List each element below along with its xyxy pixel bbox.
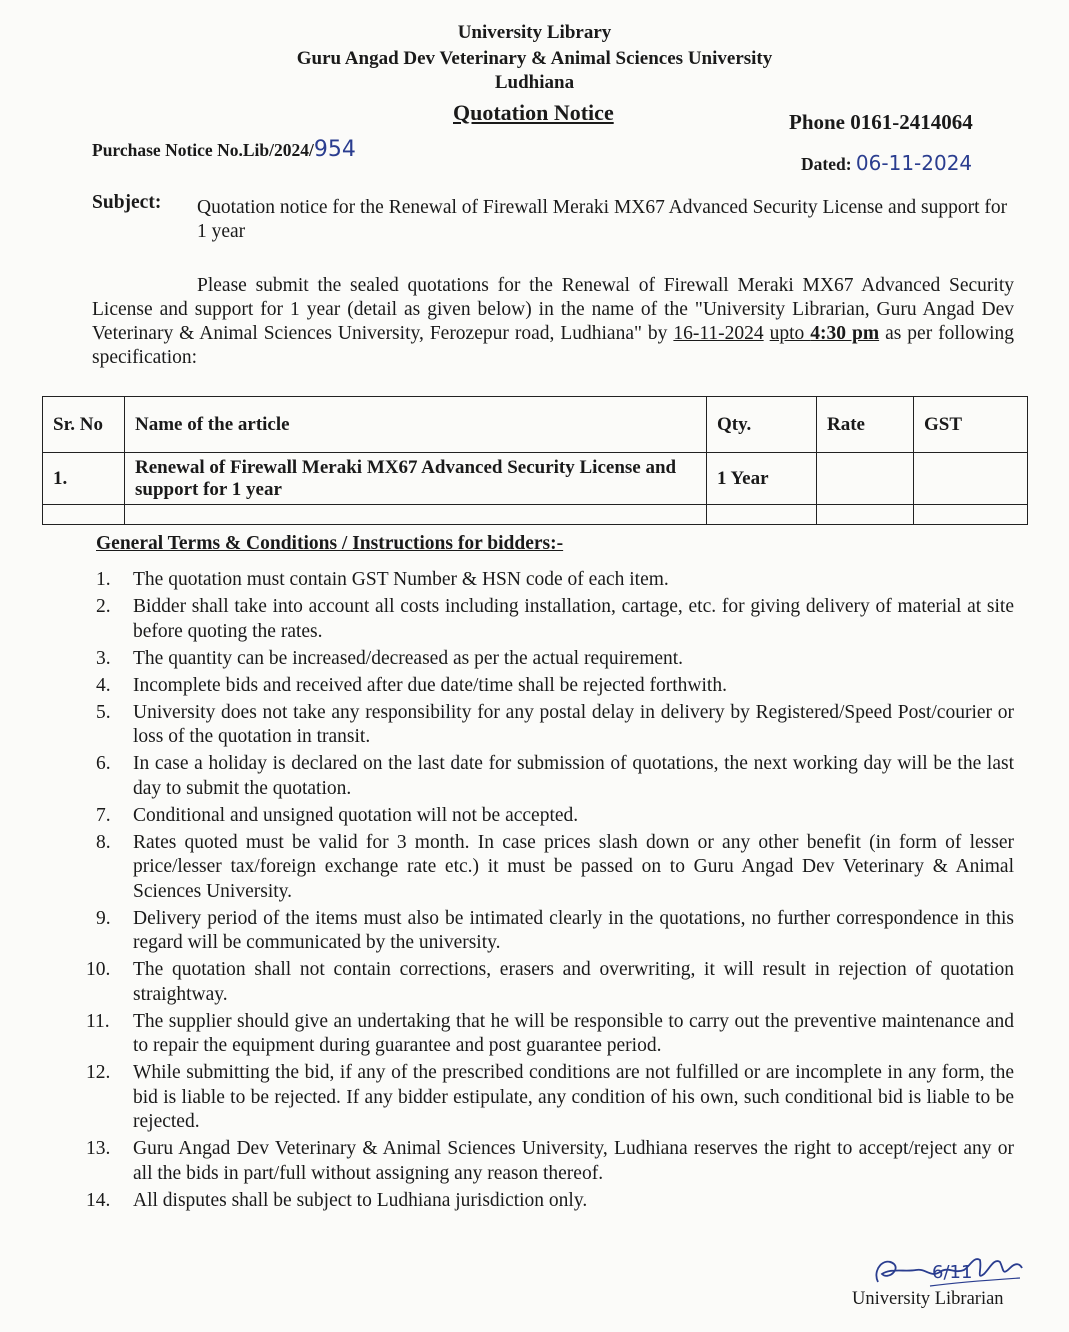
- list-item: 9. Delivery period of the items must also be intimated clearly in the quotations, no further correspondence in this regard will be communicated by the university.: [96, 907, 1014, 953]
- intro-text-end: as per following specification:: [92, 323, 1015, 368]
- header-qty: Qty.: [707, 397, 817, 453]
- header-article-name: Name of the article: [125, 397, 707, 453]
- list-item: 7. Conditional and unsigned quotation will not be accepted.: [96, 804, 579, 826]
- page-title: Quotation Notice: [453, 100, 614, 125]
- dated-value: 06-11-2024: [855, 151, 973, 175]
- purchase-notice: [92, 137, 356, 162]
- phone-number: Phone 0161-2414064: [789, 110, 973, 134]
- header-gst: GST: [914, 397, 1028, 453]
- header-sr-no: Sr. No: [43, 397, 125, 453]
- deadline-time: 4:30 pm: [810, 323, 880, 344]
- row-rate: [817, 453, 914, 505]
- dated-label: Dated:: [801, 154, 852, 174]
- row-sr-no: 1.: [43, 453, 125, 505]
- subject-text: Quotation notice for the Renewal of Firewall Meraki MX67 Advanced Security License and support for 1 year: [197, 197, 1008, 242]
- row-article-name: Renewal of Firewall Meraki MX67 Advanced Security License and support for 1 year: [125, 453, 707, 505]
- list-item: 1. The quotation must contain GST Number & HSN code of each item.: [96, 569, 669, 590]
- header-city: Ludhiana: [494, 72, 575, 93]
- terms-title: General Terms & Conditions / Instructions for bidders:-: [96, 533, 564, 554]
- header-library: University Library: [457, 22, 612, 43]
- signatory-title: University Librarian: [852, 1289, 1004, 1309]
- list-item: 13. Guru Angad Dev Veterinary & Animal Sciences University, Ludhiana reserves the right to accept/reject any or all the bids in part/full without assigning any reason thereof.: [86, 1138, 1014, 1184]
- list-item: 5. University does not take any responsibility for any postal delay in delivery by Registered/Speed Post/courier or loss of the quotation in transit.: [96, 701, 1014, 747]
- list-item: 8. Rates quoted must be valid for 3 month. In case prices slash down or any other benefit (in form of lesser price/lesser tax/foreign exchange rate etc.) it must be passed on to Guru Angad Dev Veterinary & Animal Sciences University.: [96, 831, 1014, 902]
- deadline-upto: upto 4:30 pm: [769, 323, 880, 344]
- purchase-notice-label: Purchase Notice No.Lib/2024/: [92, 140, 314, 160]
- list-item: 11. The supplier should give an undertaking that he will be responsible to carry out the preventive maintenance and to repair the equipment during guarantee and post guarantee period.: [86, 1010, 1014, 1056]
- list-item: 3. The quantity can be increased/decreased as per the actual requirement.: [96, 647, 684, 669]
- table-empty-row: [43, 505, 1028, 525]
- header-university: Guru Angad Dev Veterinary & Animal Sciences University: [296, 48, 773, 69]
- intro-text: Please submit the sealed quotations for the Renewal of Firewall Meraki MX67 Advanced Security License and support for 1 year (detail as given below) in the name of the "University Librarian, Guru Angad Dev Veterinary & Animal Sciences University, Ferozepur road, Ludhiana" by: [92, 275, 1014, 344]
- row-gst: [914, 453, 1028, 505]
- dated: [801, 151, 972, 175]
- table-header-row: [43, 397, 1028, 453]
- purchase-notice-number: 954: [313, 137, 356, 162]
- signature-date: 6/11: [932, 1262, 973, 1283]
- list-item: 12. While submitting the bid, if any of the prescribed conditions are not fulfilled or are incomplete in any form, the bid is liable to be rejected. If any bidder estipulate, any condition of his own, such conditional bid is liable to be rejected.: [86, 1062, 1014, 1132]
- terms-list: [86, 568, 1014, 1216]
- subject-label: Subject:: [92, 192, 162, 213]
- header-rate: Rate: [817, 397, 914, 453]
- list-item: 6. In case a holiday is declared on the last date for submission of quotations, the next working day will be the last day to submit the quotation.: [96, 753, 1014, 799]
- list-item: 4. Incomplete bids and received after due date/time shall be rejected forthwith.: [96, 674, 727, 696]
- list-item: 14. All disputes shall be subject to Ludhiana jurisdiction only.: [86, 1189, 588, 1211]
- specification-table: [42, 396, 1028, 525]
- row-qty: 1 Year: [707, 453, 817, 505]
- list-item: 10. The quotation shall not contain corrections, erasers and overwriting, it will result in rejection of quotation straightway.: [86, 959, 1014, 1005]
- deadline-date: 16-11-2024: [673, 323, 764, 344]
- list-item: 2. Bidder shall take into account all costs including installation, cartage, etc. for giving delivery of material at site before quoting the rates.: [96, 596, 1014, 642]
- table-row: [43, 453, 1028, 505]
- intro-paragraph: [92, 274, 1014, 370]
